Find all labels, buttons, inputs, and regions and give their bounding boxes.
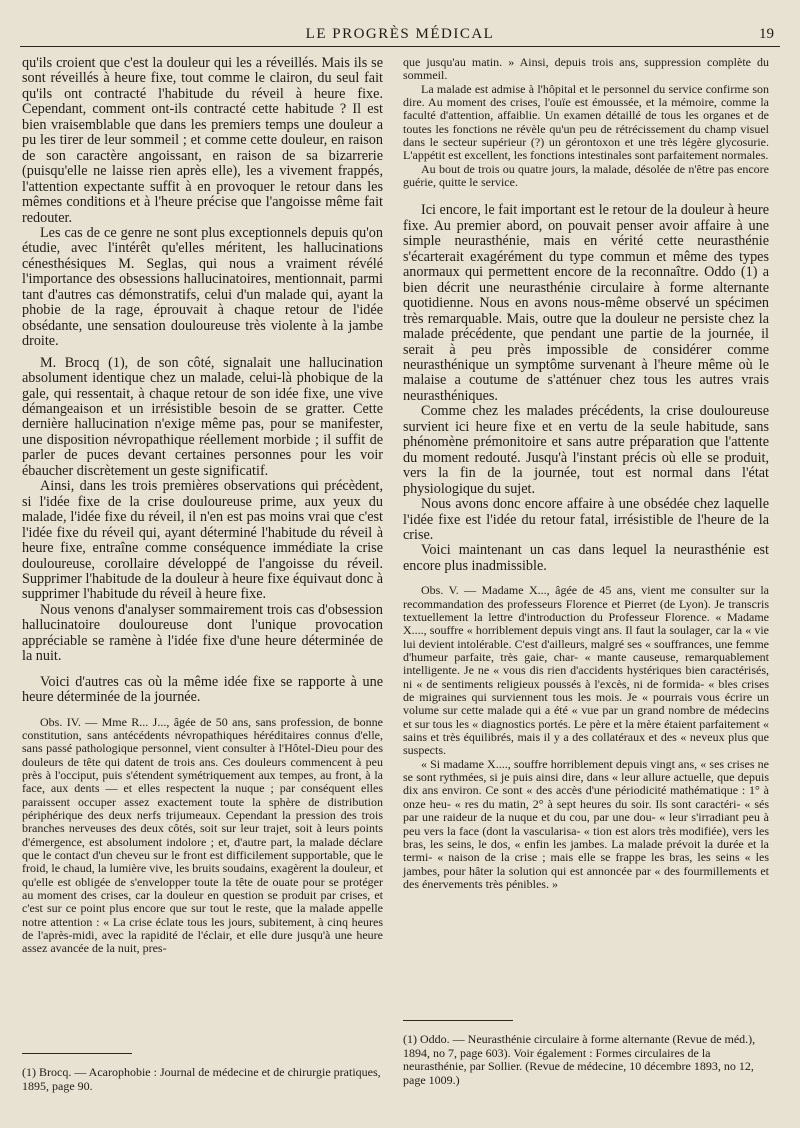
paragraph-7: Ici encore, le fait important est le retour de la douleur à heure fixe. Au premier abord, on pouvait penser avoir affaire à une simple neurasthénie, mais en vérité cette neurasthénie s'écarterait exagérément du type commun et même des types anormaux qui permettent encore de la reconnaître. Oddo (1) a bien décrit une neurasthénie circulaire à forme alternante quotidienne. Nous en avons nous-même observé un spécimen très remarquable. Mais, outre que la douleur ne persiste chez la malade précédente, que pendant une partie de la journée, il serait à peu près impossible de considérer comme neurasthénique un symptôme survenant à l'heure même où le malaise a coutume de s'atténuer chez tous les autres vrais neurasthéniques.	[403, 202, 769, 404]
observation-5: Obs. V. — Madame X..., âgée de 45 ans, vient me consulter sur la recommandation des professeurs Florence et Pierret (de Lyon). Je transcris textuellement la lettre d'introduction du Professeur Florence. « Madame X...., souffre « horriblement depuis vingt ans. Il faut la soulager, car la « vie lui devient intolérable. C'est d'ailleurs, malgré ses « souffrances, une femme d'humeur parfaite, très gaie, char- « mante causeuse, remarquablement intelligente. Je ne « vous dis rien d'accidents hystériques bien caractérisés, ni « de sentiments religieux poussés à l'excès, ni de formida- « bles crises de migraines qui surviennent tous les mois. Je « pourrais vous écrire un volume sur cette malade qui a été « vue par un grand nombre de médecins et sur tous les « diagnostics portés. Le père et la mère étaient parfaitement « sains et très équilibrés, mais il y a des collatéraux et des « neveux plus que suspects.	[403, 583, 769, 758]
paragraph-6: Voici d'autres cas où la même idée fixe se rapporte à une heure déterminée de la journée.	[22, 673, 383, 706]
observation-4-continued: que jusqu'au matin. » Ainsi, depuis trois ans, suppression complète du sommeil.	[403, 55, 769, 83]
paragraph-4: Ainsi, dans les trois premières observations qui précèdent, si l'idée fixe de la crise douloureuse prime, aux yeux du malade, l'idée fixe du réveil, il n'en est pas moins vrai que c'est l'idée fixe du réveil qui, ayant déterminé l'habitude du réveil à heure fixe, entraîne comme conséquence immédiate la crise douloureuse, corollaire développé de l'angoisse du réveil. Supprimer l'habitude de la douleur à heure fixe équivaut donc à supprimer l'habitude du réveil à heure fixe.	[22, 478, 383, 603]
journal-title: LE PROGRÈS MÉDICAL	[305, 26, 495, 42]
paragraph-10: Voici maintenant un cas dans lequel la neurasthénie est encore plus inadmissible.	[403, 542, 769, 574]
paragraph-9: Nous avons donc encore affaire à une obsédée chez laquelle l'idée fixe est l'idée du retour fatal, irrésistible de l'heure de la crise.	[403, 496, 769, 543]
paragraph-3: M. Brocq (1), de son côté, signalait une hallucination absolument identique chez un malade, celui-là phobique de la gale, qui ressentait, à chaque retour de son idée fixe, une vive démangeaison et un irrésistible besoin de se gratter. Cette dernière hallucination n'exige même pas, pour se manifester, une disposition névropathique réellement morbide ; il suffit de parler de puces devant certaines personnes pour les voir ébaucher discrètement un geste significatif.	[22, 354, 383, 479]
observation-4: Obs. IV. — Mme R... J..., âgée de 50 ans, sans profession, de bonne constitution, sans antécédents névropathiques héréditaires connus d'elle, sans passé pathologique personnel, vient consulter à l'Hôtel-Dieu pour des douleurs de tête qui datent de trois ans. Ces douleurs commencent à peu près à l'occiput, puis s'étendent symétriquement aux tempes, au front, à la face, aux dents — et elles respectent la nuque ; par conséquent elles paraissent occuper assez exactement toute la sphère de distribution périphérique des deux nerfs trijumeaux. Cependant la pression des trois branches nerveuses des deux côtés, soit sur leur trajet, soit à leurs points d'émergence, est absolument indolore ; et, d'autre part, la malade déclare que le contact d'un cheveu sur le front est difficilement supportable, que le froid, le chaud, la lumière vive, les bruits soudains, exagèrent la douleur, et qu'elle est obligée de s'envelopper toute la tête de ouate pour se protéger au moment des crises, car la douleur en question se produit par crises, et c'est sur ce point plus encore que sur tout le reste, que la malade appelle notre attention : « La crise éclate tous les jours, subitement, à cinq heures de l'après-midi, avec la rapidité de l'éclair, et elle dure jusqu'à une heure assez avancée de la nuit, pres-	[22, 714, 383, 956]
paragraph-5: Nous venons d'analyser sommairement trois cas d'obsession hallucinatoire douloureuse dont l'unique provocation appréciable se ramène à l'idée fixe d'une heure déterminée de la nuit.	[22, 601, 383, 665]
footnote-rule	[22, 1053, 132, 1054]
footnote-rule	[403, 1020, 513, 1021]
page-header	[20, 24, 780, 47]
footnote-oddo: (1) Oddo. — Neurasthénie circulaire à forme alternante (Revue de méd.), 1894, no 7, page 603). Voir également : Formes circulaires de la neurasthénie, par Sollier. (Revue de médecine, 10 décembre 1893, no 12, page 1009.)	[403, 1032, 756, 1087]
observation-4-exam: La malade est admise à l'hôpital et le personnel du service confirme son dire. Au moment des crises, l'ouïe est émoussée, et la mémoire, comme la faculté d'attention, affaiblie. Un examen détaillé de tous les organes et de toutes les fonctions ne révèle qu'un peu de rétrécissement du champ visuel dans le secteur supérieur (?) un gérontoxon et une très légère glycosurie. L'appétit est excellent, les fonctions intestinales sont parfaitement normales.	[403, 81, 769, 163]
left-footnotes	[22, 1053, 383, 1105]
footnote-brocq: (1) Brocq. — Acarophobie : Journal de médecine et de chirurgie pratiques, 1895, page 90.	[22, 1065, 381, 1093]
page-number: 19	[759, 26, 774, 42]
observation-4-outcome: Au bout de trois ou quatre jours, la malade, désolée de n'être pas encore guérie, quitte le service.	[403, 161, 769, 190]
paragraph-8: Comme chez les malades précédents, la crise douloureuse survient ici heure fixe et en vertu de la seule habitude, sans phénomène prémonitoire et sans autre préparation que l'attente du moment redouté. Jusqu'à l'instant précis où elle se produit, vers la fin de la journée, tout est normal dans l'état physiologique du sujet.	[403, 403, 769, 497]
observation-5-continued: « Si madame X...., souffre horriblement depuis vingt ans, « ses crises ne se sont rythmées, si je puis ainsi dire, dans « leur allure actuelle, que depuis dix ans environ. Ce sont « des accès d'une périodicité mathématique : 1° à onze heu- « res du matin, 2° à sept heures du soir. Ils sont caractéri- « sés par une raideur de la nuque et du cou, par une dou- « leur s'irradiant peu à peu vers la face (dont la vascularisa- « tion est alors très modifiée), vers les bras, les seins, le dos, « enfin les jambes. La malade prévoit la durée et la termi- « naison de la crise ; mais elle se frappe les bras, les seins « les jambes, pour hâter la solution qui est annoncée par « des fourmillements et des énervements très pénibles. »	[403, 756, 769, 891]
right-column	[403, 56, 769, 891]
paragraph-2: Les cas de ce genre ne sont plus exceptionnels depuis qu'on étudie, avec l'intérêt qu'elles méritent, les hallucinations cénesthésiques M. Seglas, qui nous a vraiment révélé l'importance des obsessions hallucinatoires, mentionnait, parmi tant d'autres cas démonstratifs, celui d'un malade qui, ayant la phobie de la rage, éprouvait à chaque retour de l'idée obsédante, une sensation douloureuse très violente à la jambe droite.	[22, 224, 383, 350]
right-footnotes	[403, 1020, 769, 1099]
paragraph-1: qu'ils croient que c'est la douleur qui les a réveillés. Mais ils se sont réveillés à heure fixe, tout comme le clairon, du seul fait qu'ils ont contracté l'habitude du réveil à heure fixe. Cependant, comment ont-ils contracté cette habitude ? Il est bien vraisemblable que dans les premiers temps une douleur a pu les tirer de leur sommeil ; et comme cette douleur, en raison de son caractère angoissant, en raison de sa bizarrerie (puisqu'elle ne laisse rien après elle), les a vivement frappés, l'attention expectante suffit à en provoquer le retour dans les mêmes conditions et à l'heure précise que l'angoisse même fait redouter.	[22, 55, 383, 226]
left-column	[22, 56, 383, 956]
